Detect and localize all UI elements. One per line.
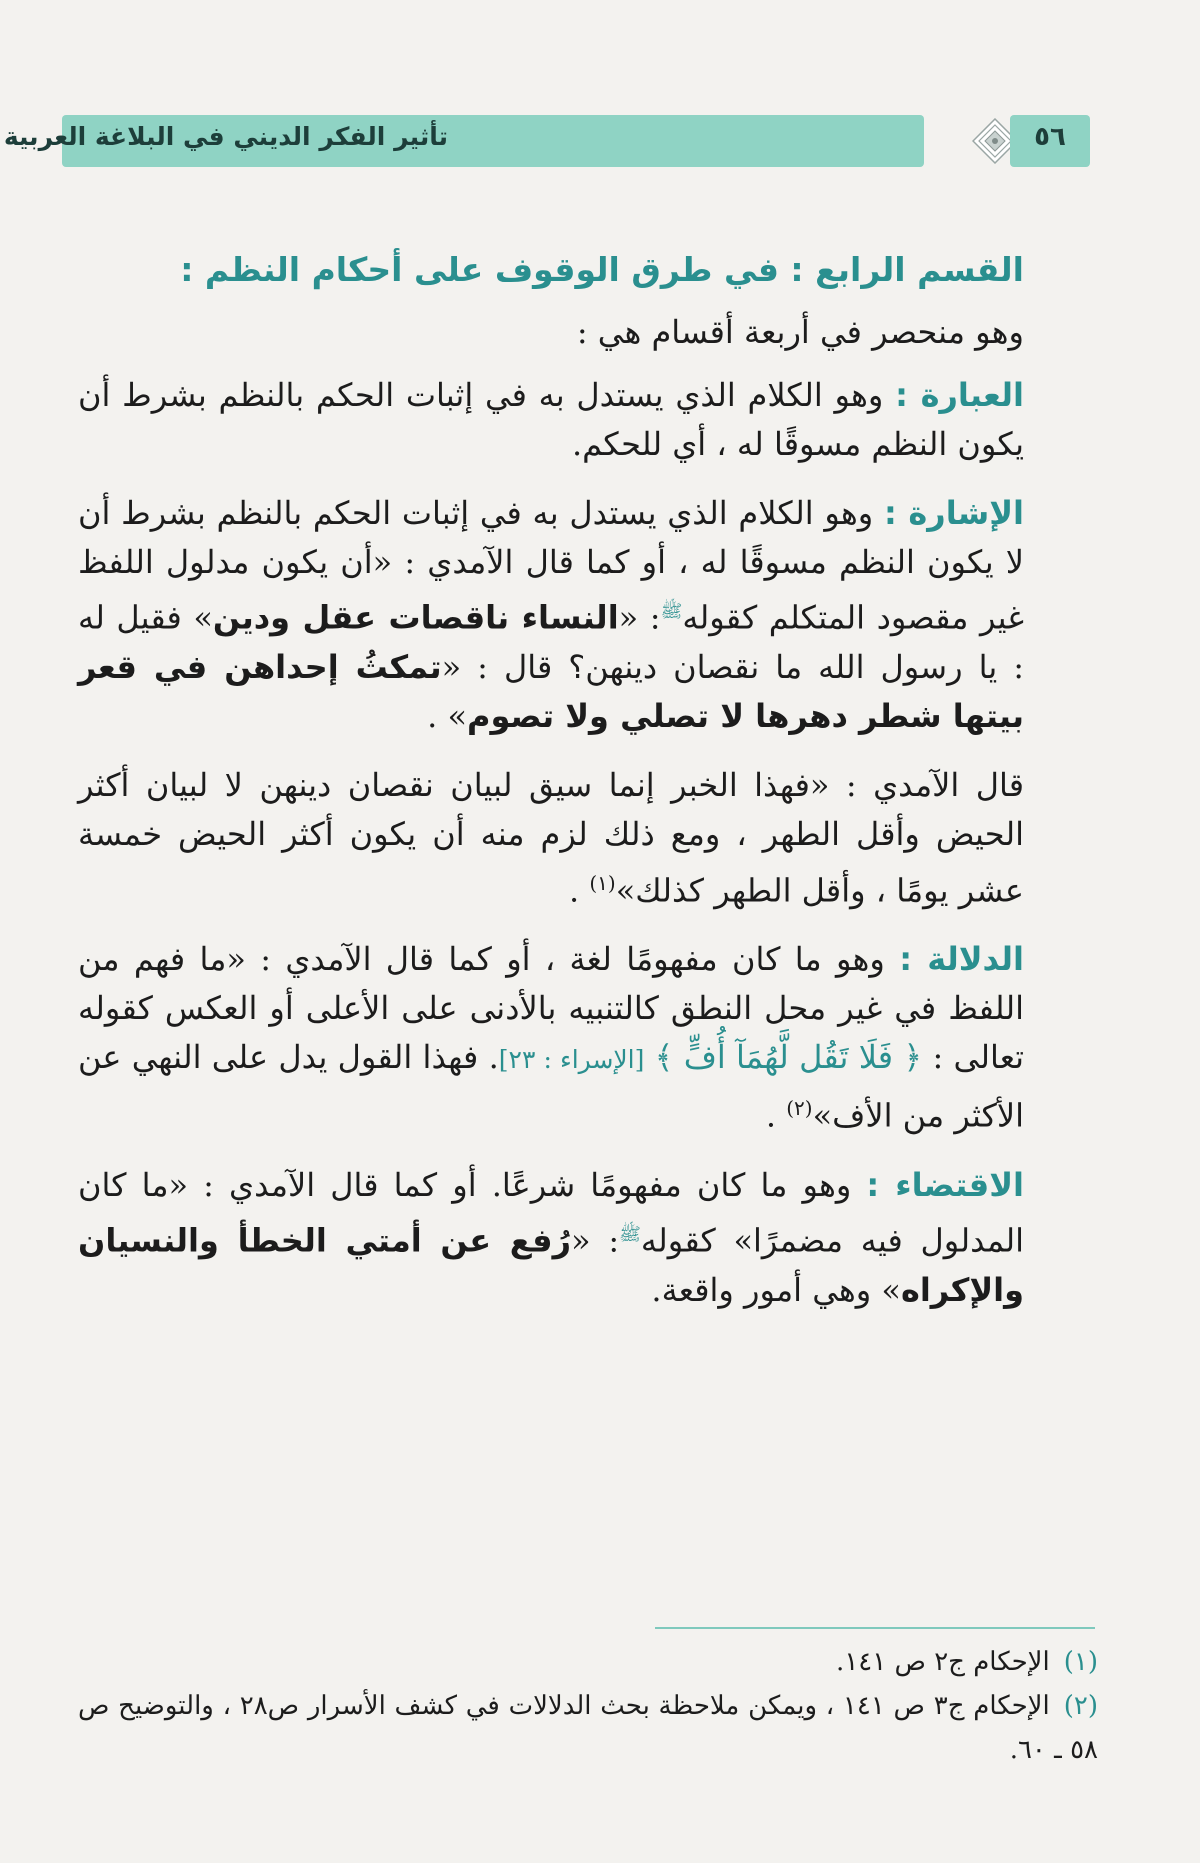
term-dalala: الدلالة : <box>899 940 1025 979</box>
ibara-text: وهو الكلام الذي يستدل به في إثبات الحكم بالنظم بشرط أن يكون النظم مسوقًا له ، أي للحكم. <box>78 376 1024 463</box>
paragraph-ibara <box>78 371 1024 469</box>
verse-reference: [الإسراء : ٢٣] <box>498 1045 645 1075</box>
ishara-text-1: وهو الكلام الذي يستدل به في إثبات الحكم بالنظم بشرط أن لا يكون النظم مسوقًا له ، أو كما قال الآمدي : «أن يكون مدلول اللفظ غير مقصود المتكلم كقوله <box>78 494 1025 637</box>
footnote-text: الإحكام ج٢ ص ١٤١. <box>836 1647 1050 1677</box>
salawat-icon: ﷺ <box>619 1223 641 1245</box>
paragraph-dalala <box>78 935 1024 1141</box>
hadith-quote: النساء ناقصات عقل ودين <box>212 598 619 637</box>
hadith-quote: رُفع عن أمتي الخطأ والنسيان والإكراه <box>78 1221 1024 1309</box>
running-title: تأثير الفكر الديني في البلاغة العربية <box>3 122 448 151</box>
footnotes <box>78 1640 1098 1772</box>
dalala-text-2: . فهذا القول يدل على النهي عن الأكثر من الأف» <box>78 1038 1024 1135</box>
footnote-text: الإحكام ج٣ ص ١٤١ ، ويمكن ملاحظة بحث الدلالات في كشف الأسرار ص٢٨ ، والتوضيح ص ٥٨ ـ ٦٠. <box>78 1691 1098 1765</box>
amidi-text: قال الآمدي : «فهذا الخبر إنما سيق لبيان نقصان دينهن لا لبيان أكثر الحيض وأقل الطهر ، ومع ذلك لزم منه أن يكون أكثر الحيض خمسة عشر يومًا ، وأقل الطهر كذلك» <box>78 765 1024 910</box>
dalala-end: . <box>765 1096 787 1135</box>
footnote-item <box>78 1640 1098 1684</box>
footnote-item <box>78 1684 1098 1772</box>
section-intro <box>78 308 1024 357</box>
section-heading: القسم الرابع : في طرق الوقوف على أحكام النظم : <box>180 250 1024 289</box>
ishara-text-2: : « <box>618 598 661 637</box>
main-text <box>78 245 1024 1335</box>
hadith-quote: تمكثُ إحداهن في قعر بيتها شطر دهرها لا تصلي ولا تصوم <box>78 647 1024 735</box>
paragraph-ishara <box>78 489 1024 741</box>
amidi-end: . <box>568 871 590 910</box>
ishara-text-4: » . <box>427 696 468 735</box>
footnote-number: (٢) <box>1063 1691 1099 1721</box>
page-number: ٥٦ <box>1034 122 1066 152</box>
footnote-divider <box>655 1627 1095 1629</box>
iqtida-text-3: » وهي أمور واقعة. <box>651 1270 901 1309</box>
paragraph-amidi <box>78 761 1024 916</box>
quran-verse: ﴿ فَلَا تَقُل لَّهُمَآ أُفٍّ ﴾ <box>654 1038 923 1077</box>
term-ibara: العبارة : <box>895 376 1025 414</box>
iqtida-text-2: : « <box>571 1221 620 1260</box>
term-iqtida: الاقتضاء : <box>866 1165 1025 1204</box>
term-ishara: الإشارة : <box>883 494 1025 532</box>
dalala-text-1: وهو ما كان مفهومًا لغة ، أو كما قال الآمدي : «ما فهم من اللفظ في غير محل النطق كالتنبيه بالأدنى على الأعلى أو العكس كقوله تعالى : <box>78 940 1025 1077</box>
footnote-ref: (٢) <box>786 1096 813 1121</box>
footnote-number: (١) <box>1063 1647 1098 1677</box>
paragraph-iqtida <box>78 1161 1024 1315</box>
iqtida-text-1: وهو ما كان مفهومًا شرعًا. أو كما قال الآمدي : «ما كان المدلول فيه مضمرًا» كقوله <box>78 1165 1025 1260</box>
footnote-ref: (١) <box>589 870 616 895</box>
intro-text: وهو منحصر في أربعة أقسام هي : <box>576 313 1024 351</box>
ishara-text-3: » فقيل له : يا رسول الله ما نقصان دينهن؟ قال : « <box>78 598 1024 686</box>
salawat-icon: ﷺ <box>660 601 683 622</box>
